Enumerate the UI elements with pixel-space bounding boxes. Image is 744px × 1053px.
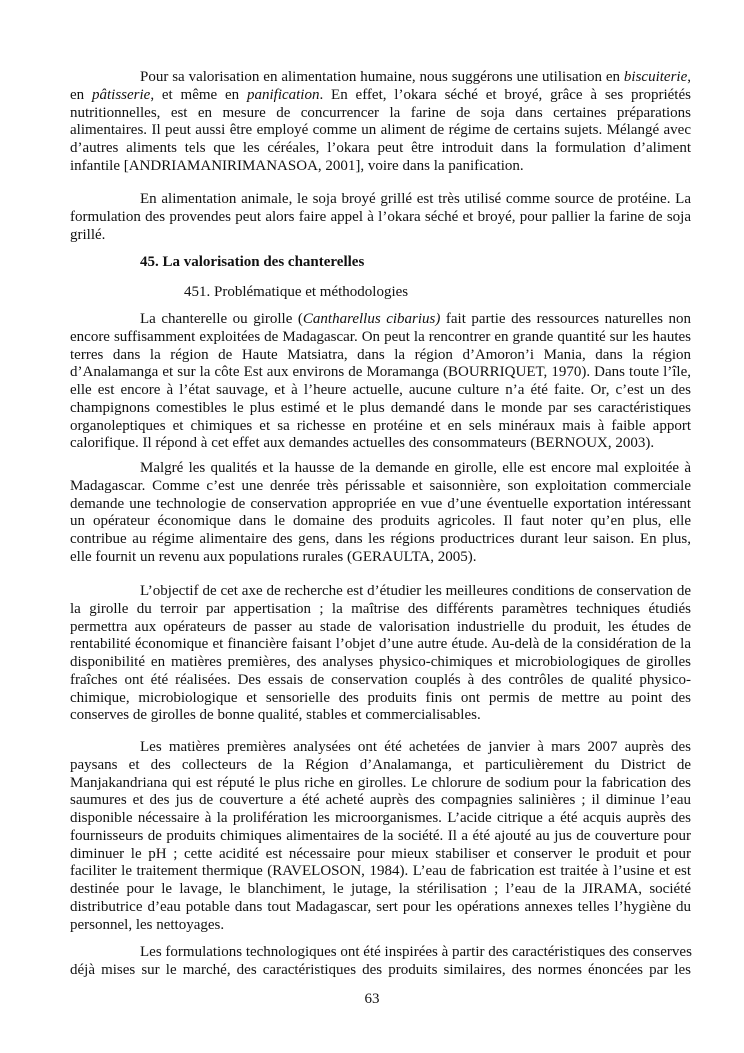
text-line: destinée pour le lavage, le blanchiment, le jutage, la stérilisation ; l’eau de la JIRAMA, société	[70, 881, 691, 897]
text-segment: Pour sa valorisation en alimentation humaine, nous suggérons une utilisation en	[140, 69, 624, 85]
text-line: elle fournit un revenu aux populations rurales (GERAULTA, 2005).	[70, 548, 477, 565]
text-line: grillé.	[70, 226, 106, 243]
text-line: elle est encore à l’état sauvage, et à l’heure actuelle, aucune culture n’a été faite. Or, c’est un des	[70, 382, 691, 398]
paragraph-raw-materials	[70, 739, 691, 934]
text-line: calorifique. Il répond à cet effet aux demandes actuelles des consommateurs (BERNOUX, 2003).	[70, 435, 655, 452]
paragraph-objective	[70, 583, 691, 725]
text-line	[70, 87, 691, 105]
text-line: champignons comestibles le plus estimé et le plus demandé dans le monde par ses caractéristiques	[70, 399, 691, 416]
paragraph-exploitation	[70, 460, 691, 567]
text-line: En alimentation animale, le soja broyé grillé est très utilisé comme source de protéine. La	[140, 191, 691, 207]
text-line	[70, 311, 691, 329]
text-line: terres dans la région de Haute Matsiatra, dans la région d’Amoron’i Mania, dans la région	[70, 346, 691, 363]
paragraph-chanterelle-intro	[70, 311, 691, 453]
text-line: Les matières premières analysées ont été achetées de janvier à mars 2007 auprès des	[140, 739, 691, 755]
text-line: organoleptiques et chimiques et sa richesse en protéine et en sels minéraux mais à faible apport	[70, 417, 691, 434]
text-line: la girolle du terroir par appertisation ; la maîtrise des différents paramètres techniques étudiés	[70, 600, 691, 617]
paragraph-okara-human-food	[70, 69, 691, 176]
paragraph-formulations	[70, 944, 691, 980]
text-line: déjà mises sur le marché, des caractéristiques des produits similaires, des normes énoncées par les	[70, 961, 691, 978]
text-line: conserves de girolles de bonne qualité, stables et commercialisables.	[70, 707, 481, 724]
italic-text: Cantharellus cibarius)	[302, 311, 441, 327]
text-line: d’Analamanga et sur la côte Est aux environs de Moramanga (BOURRIQUET, 1970). Dans toute l’île,	[70, 364, 691, 381]
italic-text: panification	[246, 86, 320, 103]
text-line: fournisseurs de produits chimiques alimentaires de la société. Il a été ajouté au jus de couverture pour	[70, 827, 691, 844]
text-line: contribue au régime alimentaire des gens, dans les régions productrices durant leur saison. En plus,	[70, 531, 691, 547]
text-line: nutritionnelles, est en mesure de concurrencer la farine de soja dans certaines préparations	[70, 104, 691, 121]
text-segment: . En effet, l’okara séché et broyé, grâce à ses propriétés	[319, 86, 691, 103]
text-segment: en	[70, 86, 92, 103]
text-line: diminuer le pH ; cette acidité est nécessaire pour mieux stabiliser et conserver le produit et pour	[70, 845, 691, 862]
text-segment: La chanterelle ou girolle (	[140, 311, 303, 327]
text-line: un opérateur économique dans le domaine des produits agricoles. Il faut noter qu’en plus, elle	[70, 513, 691, 530]
text-line: infantile [ANDRIAMANIRIMANASOA, 2001], voire dans la panification.	[70, 157, 524, 174]
text-line: encore suffisamment exploitées de Madagascar. On peut la rencontrer en grande quantité sur les hautes	[70, 328, 691, 345]
text-line: formulation des provendes peut alors faire appel à l’okara séché et broyé, pour pallier la farine de soja	[70, 208, 691, 225]
subsection-heading: 451. Problématique et méthodologies	[184, 284, 409, 300]
text-line: distributrice d’eau potable dans tout Madagascar, sert pour les opérations annexes telles l’hygiène du	[70, 898, 691, 915]
page-number: 63	[364, 991, 380, 1007]
text-line: Madagascar. Comme c’est une denrée très périssable et saisonnière, son exploitation commerciale	[70, 477, 691, 494]
text-segment: ,	[687, 69, 691, 85]
text-line: permettra aux opérateurs de passer au stade de valorisation industrielle du produit, les études de	[70, 618, 691, 635]
text-line: demande une technologie de conservation appropriée en vue d’une éventuelle exportation intéressant	[70, 495, 691, 512]
text-line: d’autres aliments tels que les céréales, l’okara peut être introduit dans la formulation d’aliment	[70, 140, 691, 156]
section-heading: 45. La valorisation des chanterelles	[140, 254, 365, 270]
text-line: Manjakandriana qui est réputé le plus riche en girolles. Le chlorure de sodium pour la fabrication des	[70, 774, 691, 791]
text-line: Les formulations technologiques ont été inspirées à partir des caractéristiques des conserves	[140, 944, 692, 960]
text-line: Malgré les qualités et la hausse de la demande en girolle, elle est encore mal exploitée à	[140, 460, 691, 476]
text-line: disponibilité en matières premières, des analyses physico-chimiques et microbiologiques de girolles	[70, 654, 691, 670]
text-line: chimique, microbiologique et sensorielle des produits finis ont permis de mettre au point des	[70, 689, 691, 706]
italic-text: biscuiterie	[623, 69, 688, 85]
text-line	[70, 69, 691, 87]
text-line: disponible nécessaire à la prolifération les microorganismes. L’acide citrique a été acquis auprès des	[70, 810, 691, 826]
text-line: personnel, les nettoyages.	[70, 916, 225, 933]
text-line: faciliter le traitement thermique (RAVELOSON, 1984). L’eau de fabrication est traitée à l’usine et est	[70, 863, 691, 880]
text-line: fraîches ont été réalisées. Des essais de conservation couplés à des contrôles de qualité physico-	[70, 671, 691, 688]
text-segment: fait partie des ressources naturelles non	[440, 311, 691, 327]
italic-text: pâtisserie	[91, 86, 151, 103]
text-line: alimentaires. Il peut aussi être employé comme un aliment de régime de certains sujets. Mélangé avec	[70, 122, 691, 139]
text-line: paysans et des collecteurs de la Région d’Analamanga, et particulièrement du District de	[70, 756, 691, 773]
text-line: rentabilité économique et financière faisant l’objet d’une autre étude. Au-delà de la considération de la	[70, 636, 691, 653]
paragraph-okara-animal-feed	[70, 191, 691, 244]
text-segment: , et même en	[150, 86, 247, 103]
text-line: L’objectif de cet axe de recherche est d’étudier les meilleures conditions de conservation de	[140, 583, 691, 599]
text-line: saumures et des jus de couverture a été acheté auprès des compagnies salinières ; il diminue l’eau	[70, 792, 691, 809]
